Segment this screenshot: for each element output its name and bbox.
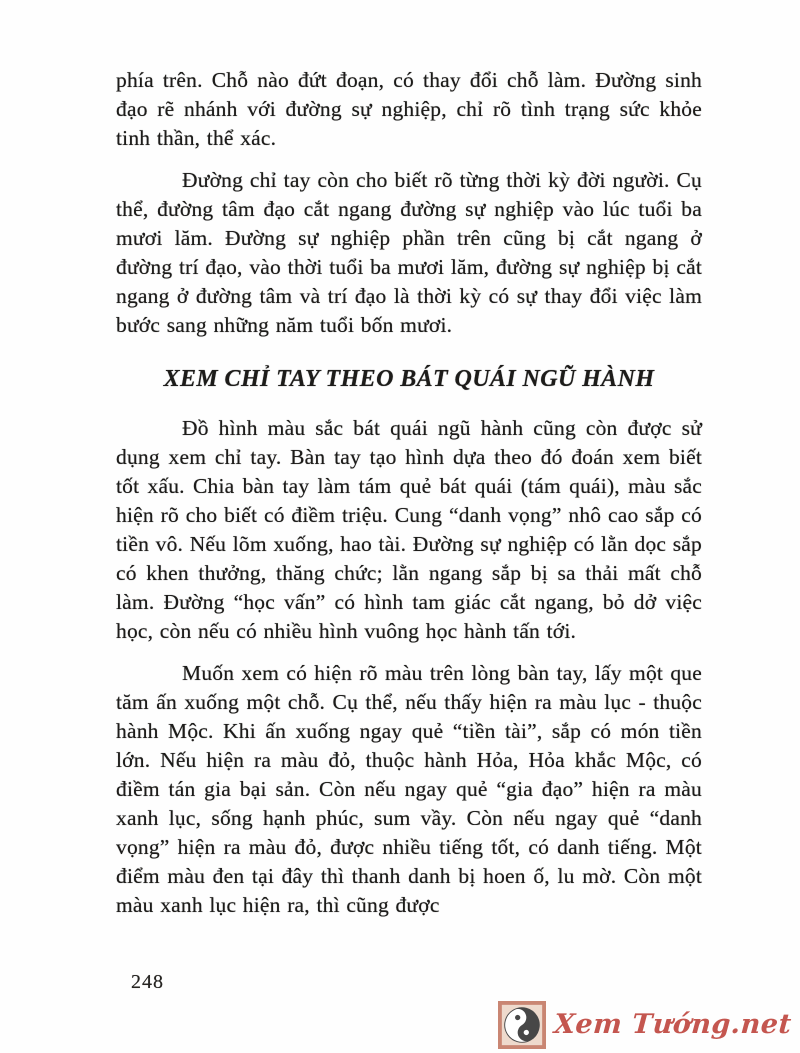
paragraph-3: Đồ hình màu sắc bát quái ngũ hành cũng còn được sử dụng xem chỉ tay. Bàn tay tạo hình dựa theo đó đoán xem biết tốt xấu. Chia bàn tay làm tám quẻ bát quái (tám quái), màu sắc hiện rõ cho biết có điềm triệu. Cung “danh vọng” nhô cao sắp có tiền vô. Nếu lõm xuống, hao tài. Đường sự nghiệp có lằn dọc sắp có khen thưởng, thăng chức; lằn ngang sắp bị sa thải mất chỗ làm. Đường “học vấn” có hình tam giác cắt ngang, bỏ dở việc học, còn nếu có nhiều hình vuông học hành tấn tới.	[116, 416, 702, 643]
text-block	[116, 66, 702, 933]
paragraph-1: phía trên. Chỗ nào đứt đoạn, có thay đổi chỗ làm. Đường sinh đạo rẽ nhánh với đường sự nghiệp, chỉ rõ tình trạng sức khỏe tinh thần, thể xác.	[116, 68, 702, 150]
page-number: 248	[131, 971, 164, 993]
section-heading: XEM CHỈ TAY THEO BÁT QUÁI NGŨ HÀNH	[163, 366, 655, 392]
paragraph-2: Đường chỉ tay còn cho biết rõ từng thời kỳ đời người. Cụ thể, đường tâm đạo cắt ngang đường sự nghiệp vào lúc tuổi ba mươi lăm. Đường sự nghiệp phần trên cũng bị cắt ngang ở đường trí đạo, vào thời tuổi ba mươi lăm, đường sự nghiệp bị cắt ngang ở đường tâm và trí đạo là thời kỳ có sự thay đổi việc làm bước sang những năm tuổi bốn mươi.	[116, 168, 702, 337]
paragraph-4: Muốn xem có hiện rõ màu trên lòng bàn tay, lấy một que tăm ấn xuống một chỗ. Cụ thể, nếu thấy hiện ra màu lục - thuộc hành Mộc. Khi ấn xuống ngay quẻ “tiền tài”, sắp có món tiền lớn. Nếu hiện ra màu đỏ, thuộc hành Hỏa, Hỏa khắc Mộc, có điềm tán gia bại sản. Còn nếu ngay quẻ “gia đạo” hiện ra màu xanh lục, sống hạnh phúc, sum vầy. Còn nếu ngay quẻ “danh vọng” hiện ra màu đỏ, được nhiều tiếng tốt, có danh tiếng. Một điểm màu đen tại đây thì thanh danh bị hoen ố, lu mờ. Còn một màu xanh lục hiện ra, thì cũng được	[116, 661, 702, 917]
watermark-text: Xem Tướng.net	[553, 1009, 794, 1040]
yin-yang-icon	[498, 1001, 546, 1049]
watermark	[498, 1001, 792, 1049]
